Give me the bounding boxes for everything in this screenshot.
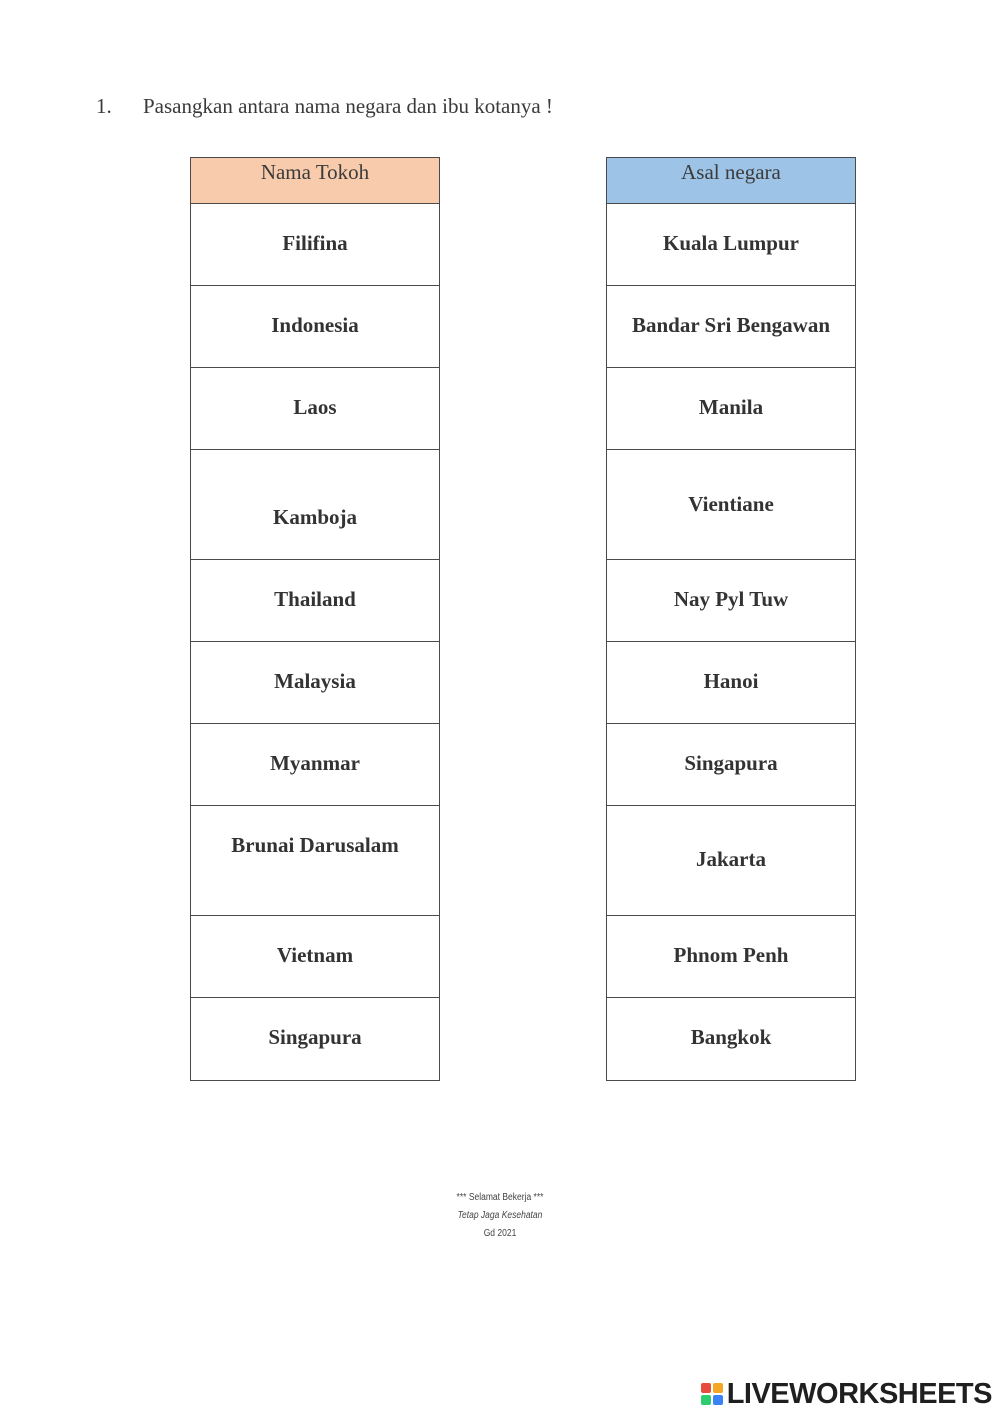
country-cell[interactable] — [191, 998, 439, 1080]
country-label: Indonesia — [271, 313, 359, 337]
country-cell[interactable] — [191, 286, 439, 368]
country-cell[interactable] — [191, 916, 439, 998]
question-number: 1. — [96, 94, 112, 118]
footer-note — [75, 1189, 925, 1243]
capital-label: Bandar Sri Bengawan — [632, 313, 830, 337]
country-label: Kamboja — [273, 505, 357, 529]
country-cell[interactable] — [191, 724, 439, 806]
capital-cell[interactable] — [607, 916, 855, 998]
capital-cell[interactable] — [607, 998, 855, 1080]
capital-cell[interactable] — [607, 642, 855, 724]
country-label: Vietnam — [276, 943, 354, 967]
capital-label: Phnom Penh — [673, 943, 789, 967]
logo-square — [701, 1395, 711, 1405]
capital-column-header: Asal negara — [607, 158, 855, 204]
question — [96, 94, 553, 119]
country-label: Malaysia — [274, 669, 356, 693]
footer-line: Tetap Jaga Kesehatan — [457, 1210, 543, 1221]
capital-label: Jakarta — [696, 847, 766, 871]
capital-label: Vientiane — [688, 492, 774, 516]
capital-label: Manila — [698, 395, 764, 419]
country-label: Laos — [293, 395, 337, 419]
country-cell[interactable] — [191, 560, 439, 642]
country-label: Brunai Darusalam — [231, 833, 399, 857]
country-label: Singapura — [268, 1025, 362, 1049]
capital-cell[interactable] — [607, 724, 855, 806]
country-cell[interactable] — [191, 204, 439, 286]
footer-line: Gd 2021 — [483, 1228, 517, 1239]
country-cell[interactable] — [191, 450, 439, 560]
country-cell[interactable] — [191, 368, 439, 450]
capital-column — [606, 157, 856, 1081]
capital-cell[interactable] — [607, 204, 855, 286]
capital-label: Singapura — [684, 751, 778, 775]
liveworksheets-logo-icon — [701, 1383, 723, 1405]
capital-label: Bangkok — [690, 1025, 772, 1049]
country-label: Myanmar — [270, 751, 360, 775]
footer-line: *** Selamat Bekerja *** — [456, 1192, 544, 1203]
capital-cell[interactable] — [607, 368, 855, 450]
capital-label: Nay Pyl Tuw — [673, 587, 789, 611]
brand-name: LIVEWORKSHEETS — [726, 1377, 992, 1410]
capital-label: Hanoi — [703, 669, 759, 693]
country-cell[interactable] — [191, 642, 439, 724]
capital-cell[interactable] — [607, 286, 855, 368]
logo-square — [713, 1395, 723, 1405]
country-cell[interactable] — [191, 806, 439, 916]
logo-square — [713, 1383, 723, 1393]
capital-cell[interactable] — [607, 560, 855, 642]
capital-cell[interactable] — [607, 806, 855, 916]
country-column — [190, 157, 440, 1081]
logo-square — [701, 1383, 711, 1393]
country-label: Thailand — [274, 587, 356, 611]
capital-cell[interactable] — [607, 450, 855, 560]
liveworksheets-brand[interactable] — [701, 1376, 992, 1412]
country-label: Filifina — [282, 231, 348, 255]
question-text: Pasangkan antara nama negara dan ibu kotanya ! — [143, 94, 553, 118]
country-column-header: Nama Tokoh — [191, 158, 439, 204]
capital-label: Kuala Lumpur — [663, 231, 799, 255]
